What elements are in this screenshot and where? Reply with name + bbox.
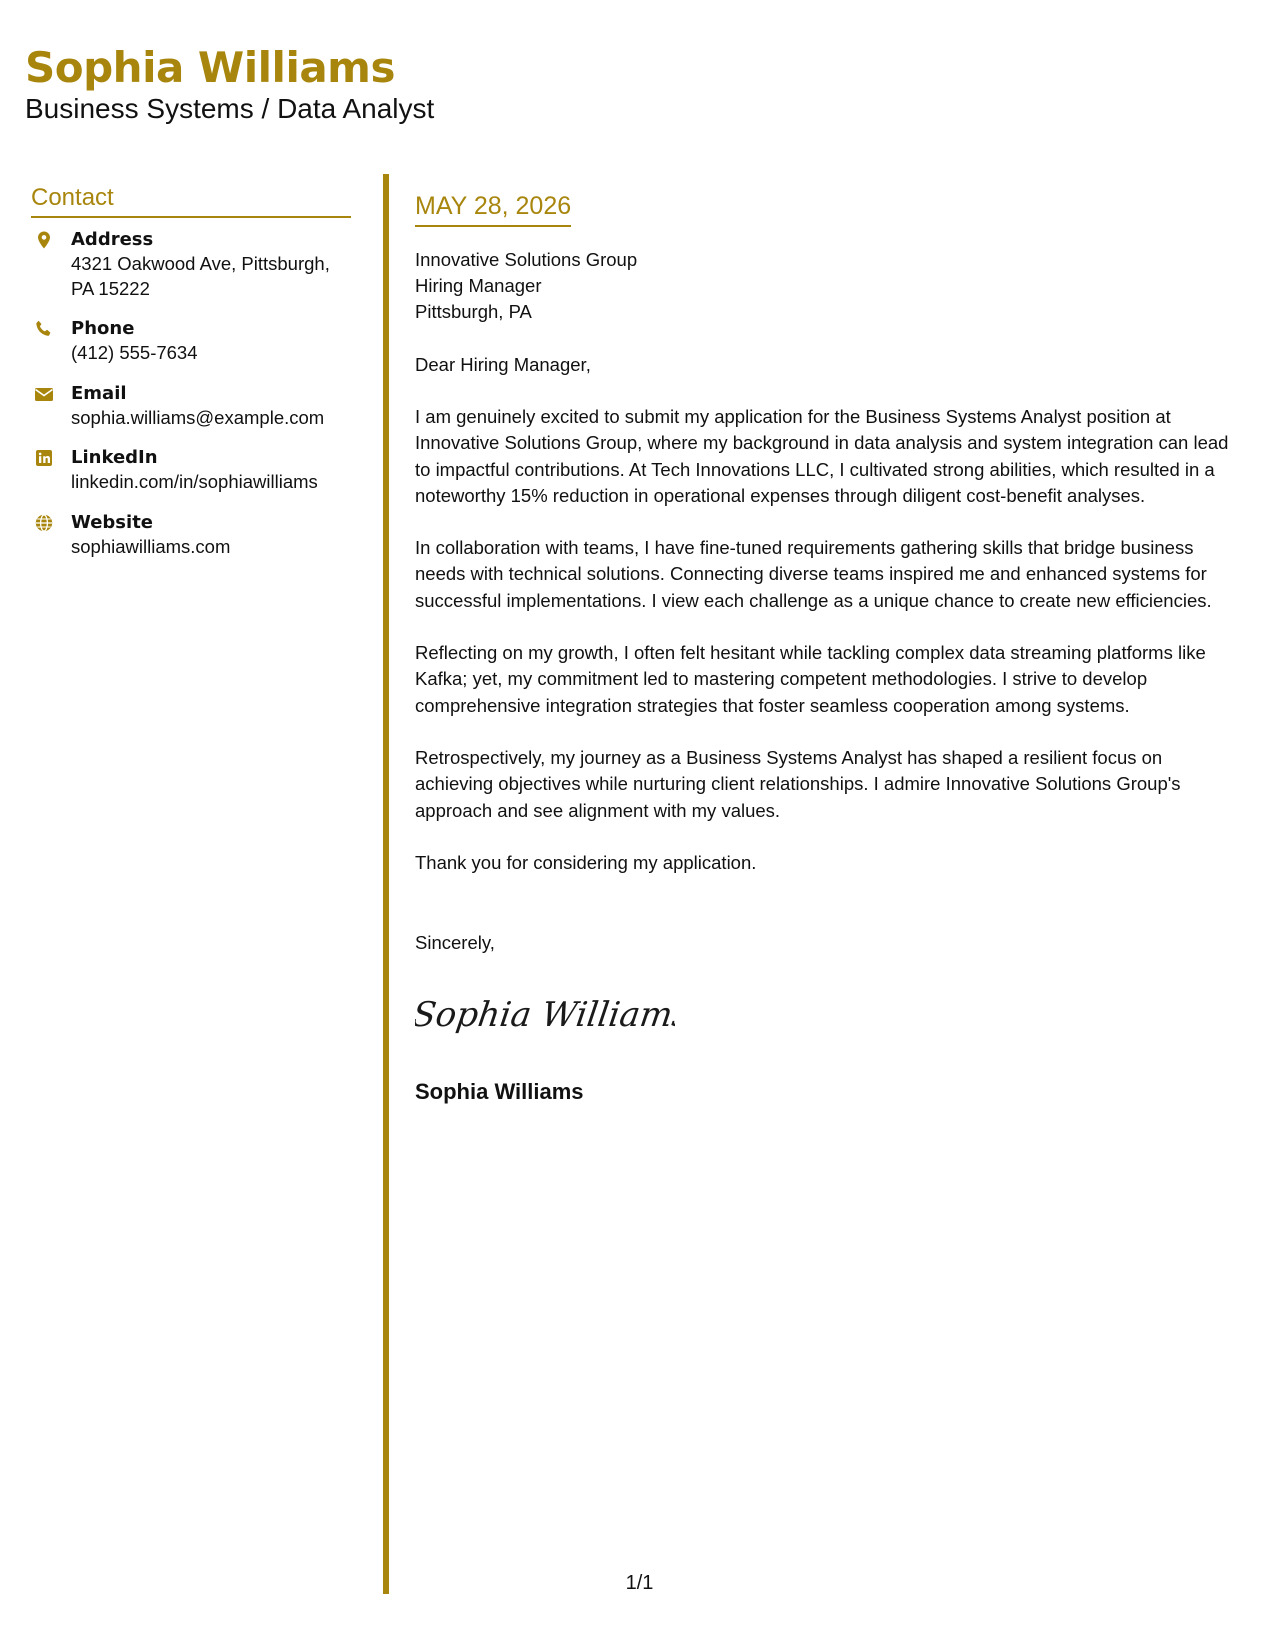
contact-value: sophia.williams@example.com xyxy=(71,406,325,428)
letter-date: MAY 28, 2026 xyxy=(415,192,571,227)
page-number-text: 1/1 xyxy=(625,1572,654,1594)
handwritten-signature xyxy=(415,984,675,1044)
contact-item-address xyxy=(31,228,351,301)
contact-item-phone xyxy=(31,317,351,366)
column-divider xyxy=(383,174,389,1594)
contact-sidebar xyxy=(31,184,351,575)
applicant-role: Business Systems / Data Analyst xyxy=(25,93,435,125)
phone-icon xyxy=(34,319,54,339)
recipient-line: Innovative Solutions Group xyxy=(415,249,638,270)
linkedin-icon xyxy=(34,448,54,468)
map-pin-icon xyxy=(34,230,54,250)
recipient-line: Hiring Manager xyxy=(415,275,542,296)
resume-header xyxy=(25,44,434,126)
contact-heading: Contact xyxy=(31,184,351,218)
letter-paragraph: I am genuinely excited to submit my application for the Business Systems Analyst position at Innovative Solutions Group, where my background in data analysis and system integration can lead to impactful contributions. At Tech Innovations LLC, I cultivated strong abilities, which resulted in a noteworthy 15% reduction in operational expenses through diligent cost-benefit analyses. xyxy=(415,406,1229,506)
salutation: Dear Hiring Manager, xyxy=(415,354,591,375)
svg-text:Sophia Williams: Sophia Williams xyxy=(415,995,675,1036)
contact-value: 4321 Oakwood Ave, Pittsburgh, PA 15222 xyxy=(71,253,330,299)
contact-label: Website xyxy=(71,511,154,533)
contact-label: Phone xyxy=(71,318,135,339)
letter-body xyxy=(415,192,1245,1105)
letter-paragraph: Reflecting on my growth, I often felt hesitant while tackling complex data streaming platforms like Kafka; yet, my commitment led to mastering competent methodologies. I strive to develop comprehensive integration strategies that foster seamless cooperation among systems. xyxy=(415,642,1206,716)
page-number xyxy=(0,1572,1275,1595)
closing: Sincerely, xyxy=(415,932,495,954)
contact-item-linkedin xyxy=(31,446,351,495)
contact-value: (412) 555-7634 xyxy=(71,342,198,363)
contact-value: sophiawilliams.com xyxy=(71,535,231,557)
contact-label: LinkedIn xyxy=(71,447,158,468)
applicant-name: Sophia Williams xyxy=(25,43,395,92)
contact-list xyxy=(31,228,351,559)
letter-paragraph: Retrospectively, my journey as a Business Systems Analyst has shaped a resilient focus on achieving objectives while nurturing client relationships. I admire Innovative Solutions Group's approach and see alignment with my values. xyxy=(415,746,1181,821)
letter-paragraph: In collaboration with teams, I have fine-tuned requirements gathering skills that bridge business needs with technical solutions. Connecting diverse teams inspired me and enhanced systems for successful implementations. I view each challenge as a unique chance to create new efficiencies. xyxy=(415,537,1212,611)
contact-item-website xyxy=(31,511,351,560)
contact-label: Address xyxy=(71,229,154,250)
recipient-block xyxy=(415,247,1245,325)
contact-label: Email xyxy=(71,382,127,404)
contact-item-email xyxy=(31,382,351,431)
recipient-line: Pittsburgh, PA xyxy=(415,301,532,322)
signed-name: Sophia Williams xyxy=(415,1079,584,1105)
contact-value: linkedin.com/in/sophiawilliams xyxy=(71,471,318,492)
letter-paragraph: Thank you for considering my application. xyxy=(415,851,757,873)
globe-icon xyxy=(34,513,54,533)
envelope-icon xyxy=(34,384,54,404)
